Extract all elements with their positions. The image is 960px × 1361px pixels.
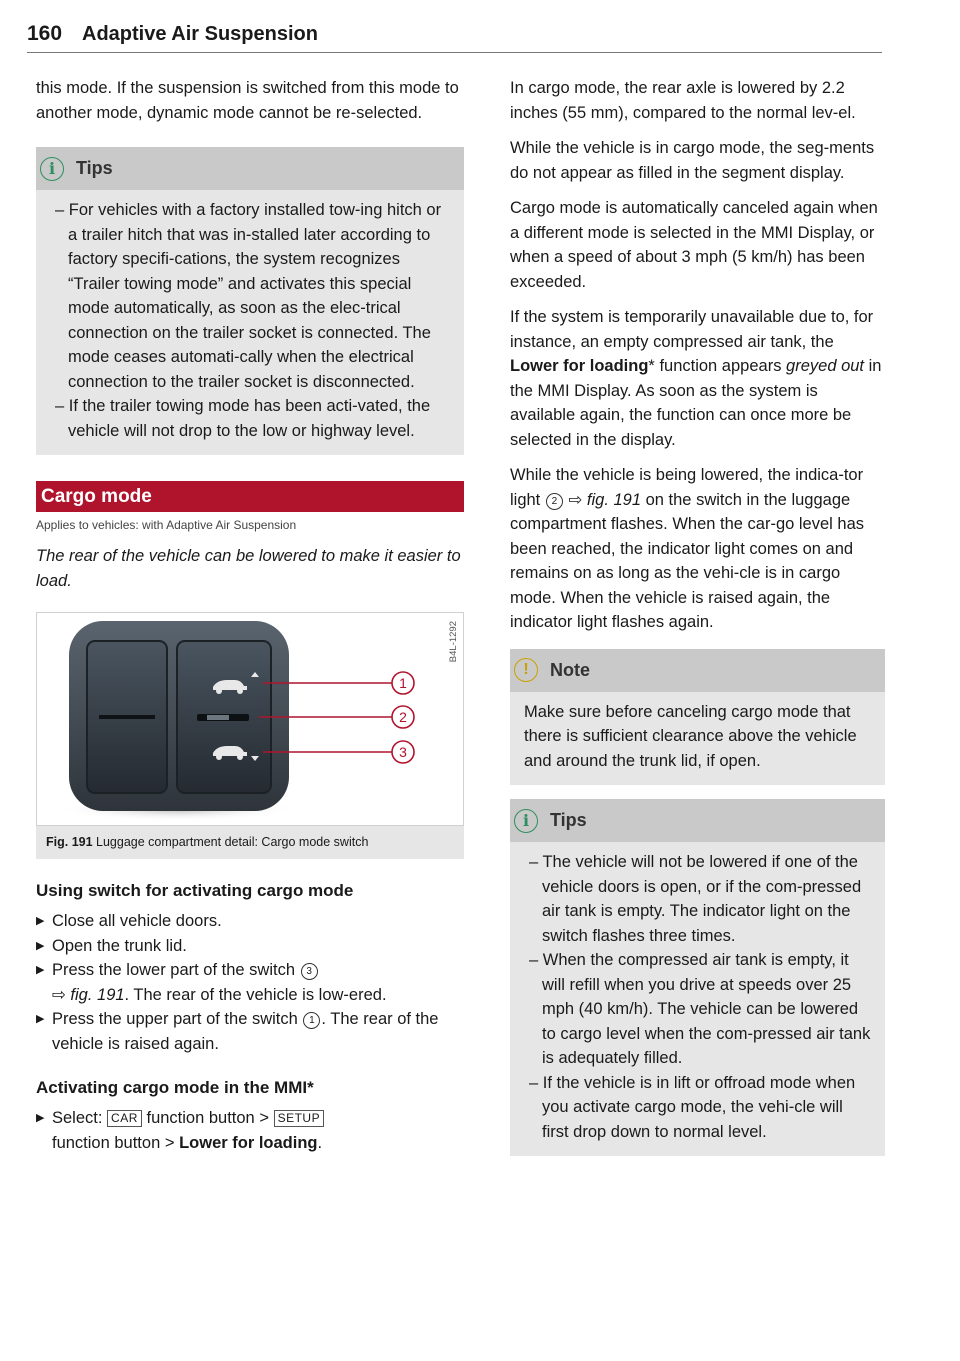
tip-item: – When the compressed air tank is empty, it will refill when you drive at speeds over 25 mph (40 km/h). The vehicle can be lowered to cargo level when the com-pressed air tank is adequately filled. bbox=[529, 951, 871, 1067]
page-number: 160 bbox=[27, 22, 63, 45]
step-item: ▶ Press the lower part of the switch 3 ⇨ fig. 191. The rear of the vehicle is low-ered. bbox=[36, 961, 387, 1004]
callout-ref: 3 bbox=[301, 963, 318, 980]
paragraph: If the system is temporarily unavailable due to, for instance, an empty compressed air tank, the Lower for loading* function appears greyed out in the MMI Display. As soon as the system is available again, the function can once more be selected in the display. bbox=[510, 308, 882, 449]
note-text: Make sure before canceling cargo mode that there is sufficient clearance above the vehicle and around the trunk lid, if open. bbox=[524, 702, 857, 770]
lower-for-loading: Lower for loading bbox=[179, 1133, 318, 1152]
figure-number: Fig. 191 bbox=[46, 835, 93, 849]
note-header bbox=[510, 649, 885, 692]
switch-svg bbox=[37, 613, 463, 825]
car-key: CAR bbox=[107, 1110, 142, 1127]
right-column bbox=[510, 76, 885, 1156]
step-item: ▶ Open the trunk lid. bbox=[36, 936, 187, 955]
tips-label: Tips bbox=[76, 158, 113, 178]
tips-label: Tips bbox=[550, 810, 587, 830]
tip-item: – If the trailer towing mode has been acti-vated, the vehicle will not drop to the low or highway level. bbox=[55, 397, 431, 440]
note-body bbox=[510, 692, 885, 786]
indicator-light bbox=[207, 715, 229, 720]
tips-header bbox=[510, 799, 885, 842]
setup-key: SETUP bbox=[274, 1110, 325, 1127]
applies-to: Applies to vehicles: with Adaptive Air Suspension bbox=[36, 518, 297, 532]
callout-label-1: 1 bbox=[399, 675, 407, 691]
tips-box bbox=[510, 799, 885, 1156]
left-column bbox=[36, 76, 464, 1155]
paragraph: In cargo mode, the rear axle is lowered by 2.2 inches (55 mm), compared to the normal lev-el. bbox=[510, 79, 856, 122]
callout-label-2: 2 bbox=[399, 709, 407, 725]
chapter-title: Adaptive Air Suspension bbox=[82, 23, 318, 45]
step-item: ▶ Close all vehicle doors. bbox=[36, 912, 222, 930]
tips-box bbox=[36, 147, 464, 455]
intro-italic: The rear of the vehicle can be lowered to make it easier to load. bbox=[36, 547, 461, 590]
paragraph: Cargo mode is automatically canceled again when a different mode is selected in the MMI Display, or when a speed of about 3 mph (5 km/h) has been exceeded. bbox=[510, 199, 878, 291]
step-item: ▶ Press the upper part of the switch 1 . The rear of the vehicle is raised again. bbox=[36, 1010, 439, 1053]
paragraph: While the vehicle is in cargo mode, the seg-ments do not appear as filled in the segment display. bbox=[510, 139, 875, 182]
warning-icon: ! bbox=[514, 658, 538, 682]
note-box bbox=[510, 649, 885, 786]
paragraph: While the vehicle is being lowered, the indica-tor light 2 ⇨ fig. 191 on the switch in the luggage compartment flashes. When the car-go level has been reached, the indicator light comes on and remains on as long as the vehi-cle is in cargo mode. When the vehicle is raised again, the indicator light flashes again. bbox=[510, 466, 865, 631]
tip-item: – For vehicles with a factory installed tow-ing hitch or a trailer hitch that was in-stalled later according to factory specifi-cations, the system recognizes “Trailer towing mode” and activates this special mode automatically, as soon as the elec-trical connection on the trailer socket is connected. The mode ceases automati-cally when the electrical connection to the trailer socket is disconnected. bbox=[55, 201, 442, 391]
cargo-switch-illustration bbox=[36, 612, 464, 826]
mmi-step: ▶ Select: CAR function button > SETUP function button > Lower for loading. bbox=[36, 1109, 323, 1152]
page-header bbox=[27, 22, 882, 53]
figure-191 bbox=[36, 612, 464, 859]
info-icon: i bbox=[40, 157, 64, 181]
tips-header bbox=[36, 147, 464, 190]
figure-code: B4L-1292 bbox=[448, 621, 459, 663]
using-switch-heading: Using switch for activating cargo mode bbox=[36, 881, 354, 900]
callout-ref: 2 bbox=[546, 493, 563, 510]
info-icon: i bbox=[514, 809, 538, 833]
figure-caption bbox=[36, 826, 464, 859]
note-label: Note bbox=[550, 659, 590, 680]
section-title: Cargo mode bbox=[36, 481, 464, 512]
callout-ref: 1 bbox=[303, 1012, 320, 1029]
continued-paragraph: this mode. If the suspension is switched from this mode to another mode, dynamic mode cannot be re-selected. bbox=[36, 79, 459, 122]
tips-body bbox=[36, 190, 464, 455]
tip-item: – If the vehicle is in lift or offroad mode when you activate cargo mode, the vehi-cle will first drop down to normal level. bbox=[529, 1073, 856, 1141]
tips-body bbox=[510, 842, 885, 1156]
figure-ref: fig. 191 bbox=[70, 985, 125, 1004]
left-button-groove bbox=[99, 715, 155, 719]
figure-ref: fig. 191 bbox=[586, 490, 642, 509]
figure-caption-text: Luggage compartment detail: Cargo mode switch bbox=[96, 835, 369, 849]
tip-item: – The vehicle will not be lowered if one of the vehicle doors is open, or if the com-pressed air tank is empty. The indicator light on the switch flashes three times. bbox=[529, 853, 862, 945]
callout-label-3: 3 bbox=[399, 744, 407, 760]
mmi-heading: Activating cargo mode in the MMI* bbox=[36, 1078, 314, 1097]
